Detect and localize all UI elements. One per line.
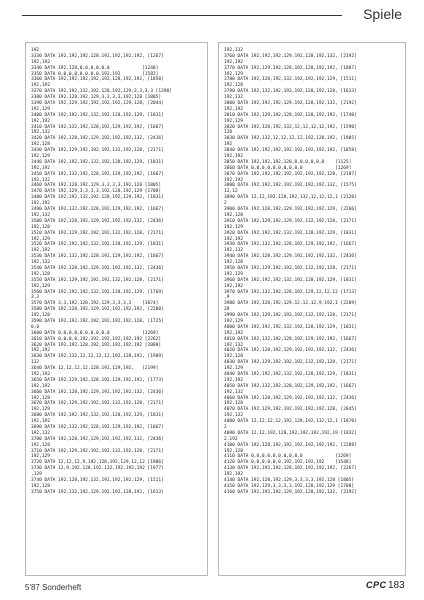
code-line: 4160 DATA 192,192,192,129,192,128,192,132, [2192] (224, 489, 357, 495)
code-line: 192,132 (31, 177, 50, 183)
code-line: 3840 DATA 192,192,192,192,192,192,192,192, [1858] (224, 148, 357, 154)
code-line: 3580 DATA 192,128,192,129,192,192,192,192, [2288] (31, 307, 164, 313)
code-line: 192,192 (31, 419, 50, 425)
code-line: 192,192 (224, 236, 243, 242)
code-line: 192,132 (224, 389, 243, 395)
code-line: 3430 DATA 192,129,192,192,192,132,192,128, [2171] (31, 148, 164, 154)
code-line: 192,192 (224, 154, 243, 160)
code-line: 3800 DATA 192,192,192,129,192,128,192,132, [2192] (224, 101, 357, 107)
code-line: 4050 DATA 192,132,192,128,192,129,192,192, [1667] (224, 383, 357, 389)
code-line: 3510 DATA 192,129,192,192,192,132,192,128, [2171] (31, 230, 164, 236)
code-listing (31, 48, 203, 496)
code-line: 3450 DATA 192,132,192,128,192,129,192,192, [1667] (31, 171, 164, 177)
code-line: 3870 DATA 192,192,192,192,192,192,192,128, [2187] (224, 171, 357, 177)
code-line: 3760 DATA 192,192,192,129,192,128,192,132, [2192] (224, 53, 357, 59)
code-line: 192 (31, 48, 40, 53)
code-line: 3690 DATA 192,132,192,128,192,129,192,192, [1667] (31, 425, 164, 430)
code-line: 192,192 (224, 283, 243, 289)
code-line: 3820 DATA 192,128,192,132,12,12,12,12,192, [1590] (224, 124, 357, 130)
code-line: 3900 DATA 192,128,192,129,192,192,192,129, [2266] (224, 207, 357, 213)
code-line: 192,128 (31, 224, 50, 230)
code-line: 192,192 (31, 118, 50, 124)
code-line: 3980 DATA 192,128,192,129,12,12,12,9,192,1 [2209] (224, 301, 357, 307)
code-line: 192,129 (31, 236, 50, 242)
code-line: 3730 DATA 12,9,192,128,192,132,192,192,192 [1977] (31, 466, 164, 472)
code-line: 192 (224, 142, 233, 148)
code-line: 3470 DATA 192,129,3,3,3,3,192,128,192,129 [1708] (31, 189, 162, 195)
code-line: 3500 DATA 192,128,192,129,192,192,192,132, [2436] (31, 218, 164, 224)
code-line: 0,0 (31, 324, 40, 330)
code-line: ,129 (31, 472, 42, 478)
code-line: 192,192 (224, 472, 243, 478)
code-line: 192,132 (224, 413, 243, 419)
code-line: 4150 DATA 192,129,3,3,3,3,192,128,192,129 [1708] (224, 483, 355, 489)
code-line: 3740 DATA 192,128,192,132,192,192,192,129, [1511] (31, 478, 164, 484)
code-line: 3770 DATA 192,129,192,128,192,128,192,192, [1887] (224, 65, 357, 71)
code-line: 4060 DATA 192,128,192,129,192,192,192,132, [2436] (224, 395, 357, 401)
code-line: 192,129 (31, 154, 50, 160)
code-line: 3,3 (31, 295, 40, 301)
code-line: 3380 DATA 192,128,192,129,3,3,3,3,192,128 [1805] (31, 95, 162, 101)
section-title: Spiele (363, 6, 402, 22)
code-line: 3420 DATA 192,128,192,129,192,192,192,132, [2436] (31, 136, 164, 142)
code-line: 3350 DATA 0,0,0,0,0,0,0,0,192,192 [1582] (31, 71, 159, 77)
code-line: 192,129 (224, 118, 243, 124)
code-line: 3640 DATA 12,12,12,12,128,192,129,192, [2199] (31, 366, 159, 372)
code-line: 4080 DATA 12,12,12,12,192,128,192,132,12,1 [1870] (224, 419, 357, 425)
code-line: 3910 DATA 192,129,192,129,192,132,192,128, [2171] (224, 218, 357, 224)
code-line: 4130 DATA 192,192,192,128,192,192,192,192, [2267] (224, 466, 357, 472)
issue-label: 5'87 Sonderheft (25, 583, 82, 592)
code-line: 192,192 (31, 59, 50, 65)
code-line: 132 (31, 360, 40, 366)
code-line: 3480 DATA 192,192,132,192,128,192,129,192, [1831] (31, 195, 164, 201)
code-line: 192,128 (31, 442, 50, 448)
code-line: 3860 DATA 0,0,0,0,0,0,0,0,0,0 [1269] (224, 165, 352, 171)
header-rule (22, 15, 342, 16)
code-line: 3440 DATA 192,192,192,132,192,128,192,129, [1831] (31, 159, 164, 165)
code-line: 3390 DATA 192,129,192,192,192,192,129,128, [2044] (31, 101, 164, 107)
code-line: 3460 DATA 192,128,192,129,3,3,3,3,192,128 [1805] (31, 183, 162, 189)
code-line: 128 (224, 130, 233, 136)
code-line: 192,192 (31, 371, 50, 377)
code-line: 3410 DATA 192,132,192,128,192,129,192,192, [1667] (31, 124, 164, 130)
code-line: 2 (224, 425, 227, 430)
code-line: 192,129 (224, 271, 243, 277)
code-line: 3360 DATA 192,192,192,192,192,128,192,192, [1858] (31, 77, 164, 83)
code-line: 3850 DATA 192,192,192,128,0,0,0,0,0,0 [1125] (224, 159, 352, 165)
code-line: 192,192 (224, 59, 243, 65)
code-line: 3680 DATA 192,192,192,132,192,128,192,129, [1831] (31, 413, 164, 419)
code-line: 192,192 (31, 383, 50, 389)
magazine-logo: CPC (366, 580, 387, 590)
code-line: 3370 DATA 192,192,132,192,128,192,129,3,3,3,3 [1390] (31, 89, 172, 95)
code-line: 3720 DATA 12,12,12,9,192,128,192,129,12,12 [1906] (31, 460, 164, 466)
code-line: 12,12 (224, 189, 238, 195)
code-line: 3880 DATA 192,192,192,192,192,192,192,132, [1575] (224, 183, 357, 189)
code-line: 192,128 (224, 212, 243, 218)
code-line: 192,192 (31, 201, 50, 207)
code-line: 192,129 (31, 454, 50, 460)
code-line: 192,129 (224, 224, 243, 230)
code-line: 192,129 (31, 283, 50, 289)
code-line: 192,192 (224, 106, 243, 112)
code-line: 3620 DATA 192,192,128,192,192,192,192,192 [2088] (31, 342, 162, 348)
code-line: 192,129 (31, 106, 50, 112)
code-line: 3570 DATA 3,3,192,128,192,129,3,3,3,3 [1074] (31, 301, 159, 307)
code-line: 3990 DATA 192,129,192,192,192,132,192,128, [2171] (224, 313, 357, 319)
code-line: 3630 DATA 192,132,12,12,12,12,192,128,192, [1909] (31, 354, 164, 360)
code-line: 192,128 (31, 271, 50, 277)
code-line: 192,192 (224, 177, 243, 183)
code-line: 192,129 (31, 407, 50, 413)
code-line: 192,128 (31, 313, 50, 319)
code-line: 3670 DATA 192,129,192,192,192,132,192,128, [2171] (31, 401, 164, 407)
code-line: 3950 DATA 192,129,192,192,192,132,192,128, [2171] (224, 265, 357, 271)
code-line: 192,128 (224, 260, 243, 266)
page-number: 183 (388, 580, 405, 591)
code-line: 192,192 (31, 348, 50, 354)
code-line: 192,129 (224, 71, 243, 77)
code-line: 3540 DATA 192,128,192,129,192,192,192,132, [2436] (31, 265, 164, 271)
code-line: 192,128 (224, 401, 243, 407)
code-line: 192,129 (224, 318, 243, 324)
code-line: 3520 DATA 192,192,192,132,192,128,192,129, [1831] (31, 242, 164, 248)
code-line: 3530 DATA 192,132,192,128,192,129,192,192, [1667] (31, 254, 164, 260)
code-line: 4030 DATA 192,129,192,192,192,132,192,128, [2171] (224, 360, 357, 366)
listing-column-right (218, 42, 406, 576)
code-line: 3340 DATA 192,128,0,0,0,0,0,0 [1248] (31, 65, 159, 71)
code-line: 4070 DATA 192,129,192,192,192,192,192,128, [2045] (224, 407, 357, 413)
code-line: 192,128 (224, 354, 243, 360)
code-line: 192,132 (224, 248, 243, 254)
code-line: 3660 DATA 192,128,192,129,192,192,192,132, [2436] (31, 389, 164, 395)
code-line: 3960 DATA 192,192,192,132,192,128,192,129, [1831] (224, 277, 357, 283)
code-line: 3610 DATA 0,0,0,0,192,192,192,192,192,192 [2262] (31, 336, 162, 342)
code-line: 3830 DATA 192,132,12,12,12,12,192,128,192, [1905] (224, 136, 357, 142)
code-line: 192,128 (31, 395, 50, 401)
code-line: 192,128 (224, 448, 243, 454)
code-line: 3700 DATA 192,128,192,129,192,192,192,132, [2436] (31, 436, 164, 442)
code-line: 192,132 (31, 260, 50, 266)
code-line: 3650 DATA 192,129,192,128,192,129,192,192, [1773] (31, 377, 164, 383)
code-line: 3590 DATA 192,192,192,192,192,192,192,128, [1725] (31, 318, 164, 324)
code-line: 2,192 (224, 436, 238, 442)
code-line: 3710 DATA 192,129,192,192,192,132,192,128, [2171] (31, 448, 164, 454)
code-line: 3970 DATA 192,132,192,128,192,129,12,12,12 [1713] (224, 289, 357, 295)
code-line: 3930 DATA 192,132,192,128,192,129,192,192, [1667] (224, 242, 357, 248)
code-line: 4000 DATA 192,192,192,132,192,128,192,129, [1831] (224, 324, 357, 330)
code-line: 3330 DATA 192,192,192,128,192,192,192,192, [1267] (31, 53, 164, 59)
code-line: 192,132 (31, 130, 50, 136)
code-listing (224, 48, 401, 496)
code-line: 192,128 (31, 483, 50, 489)
code-line: 3600 DATA 0,0,0,0,0,0,0,0,0,0 [1269] (31, 330, 159, 336)
code-line: 192,132 (31, 430, 50, 436)
code-line: 4110 DATA 0,0,0,0,0,0,0,0,0,0 [1269] (224, 454, 352, 460)
code-line: 4120 DATA 0,0,0,0,0,0,192,192,192,192 [1548] (224, 460, 352, 466)
code-line: 3560 DATA 192,192,192,132,192,128,192,129, [1769] (31, 289, 164, 295)
code-line: 3940 DATA 192,128,192,129,192,192,192,132, [2436] (224, 254, 357, 260)
listing-column-left (25, 42, 208, 576)
code-line: 3400 DATA 192,192,192,132,192,128,192,129, [1831] (31, 112, 164, 118)
code-line: 4020 DATA 192,128,192,129,192,192,192,132, [2436] (224, 348, 357, 354)
code-line: 4100 DATA 192,128,192,192,192,192,192,192, [2288] (224, 442, 357, 448)
code-line: 192,132 (224, 95, 243, 101)
code-line: 192,192 (31, 83, 50, 89)
code-line: 192,192 (224, 377, 243, 383)
code-line: 192,132 (31, 212, 50, 218)
code-line: 3890 DATA 12,12,192,128,192,132,12,12,12,1 [2120] (224, 195, 357, 201)
code-line: 192,132 (224, 342, 243, 348)
code-line: 192,128 (31, 142, 50, 148)
code-line: 3790 DATA 192,132,192,192,192,128,192,128, [1613] (224, 89, 357, 95)
code-line: 3810 DATA 192,129,192,128,192,128,192,192, [1740] (224, 112, 357, 118)
code-line: 3920 DATA 192,192,192,132,192,128,192,129, [1831] (224, 230, 357, 236)
code-line: 3490 DATA 192,132,192,128,192,129,192,192, [1667] (31, 207, 164, 213)
code-line: 3780 DATA 192,128,192,132,192,192,192,129, [1511] (224, 77, 357, 83)
code-line: 4140 DATA 192,128,192,129,3,3,3,3,192,128 [1805] (224, 478, 355, 484)
code-line: 192,129 (224, 366, 243, 372)
code-line: 4010 DATA 192,132,192,128,192,129,192,192, [1667] (224, 336, 357, 342)
code-line: 4040 DATA 192,192,192,132,192,128,192,129, [1831] (224, 371, 357, 377)
code-line: ,9 (224, 295, 230, 301)
code-line: 3750 DATA 192,132,192,129,192,192,128,192, [1613] (31, 489, 164, 495)
code-line: 4090 DATA 12,12,192,128,192,192,192,192,19 [1832] (224, 430, 357, 436)
code-line: 192,192 (224, 330, 243, 336)
code-line: 192,128 (224, 83, 243, 89)
code-line: 192,132 (224, 48, 243, 53)
code-line: 3550 DATA 192,129,192,192,192,132,192,128, [2171] (31, 277, 164, 283)
code-line: 192,192 (31, 248, 50, 254)
code-line: 2 (224, 201, 227, 207)
code-line: 28 (224, 307, 230, 313)
code-line: 192,192 (31, 165, 50, 171)
